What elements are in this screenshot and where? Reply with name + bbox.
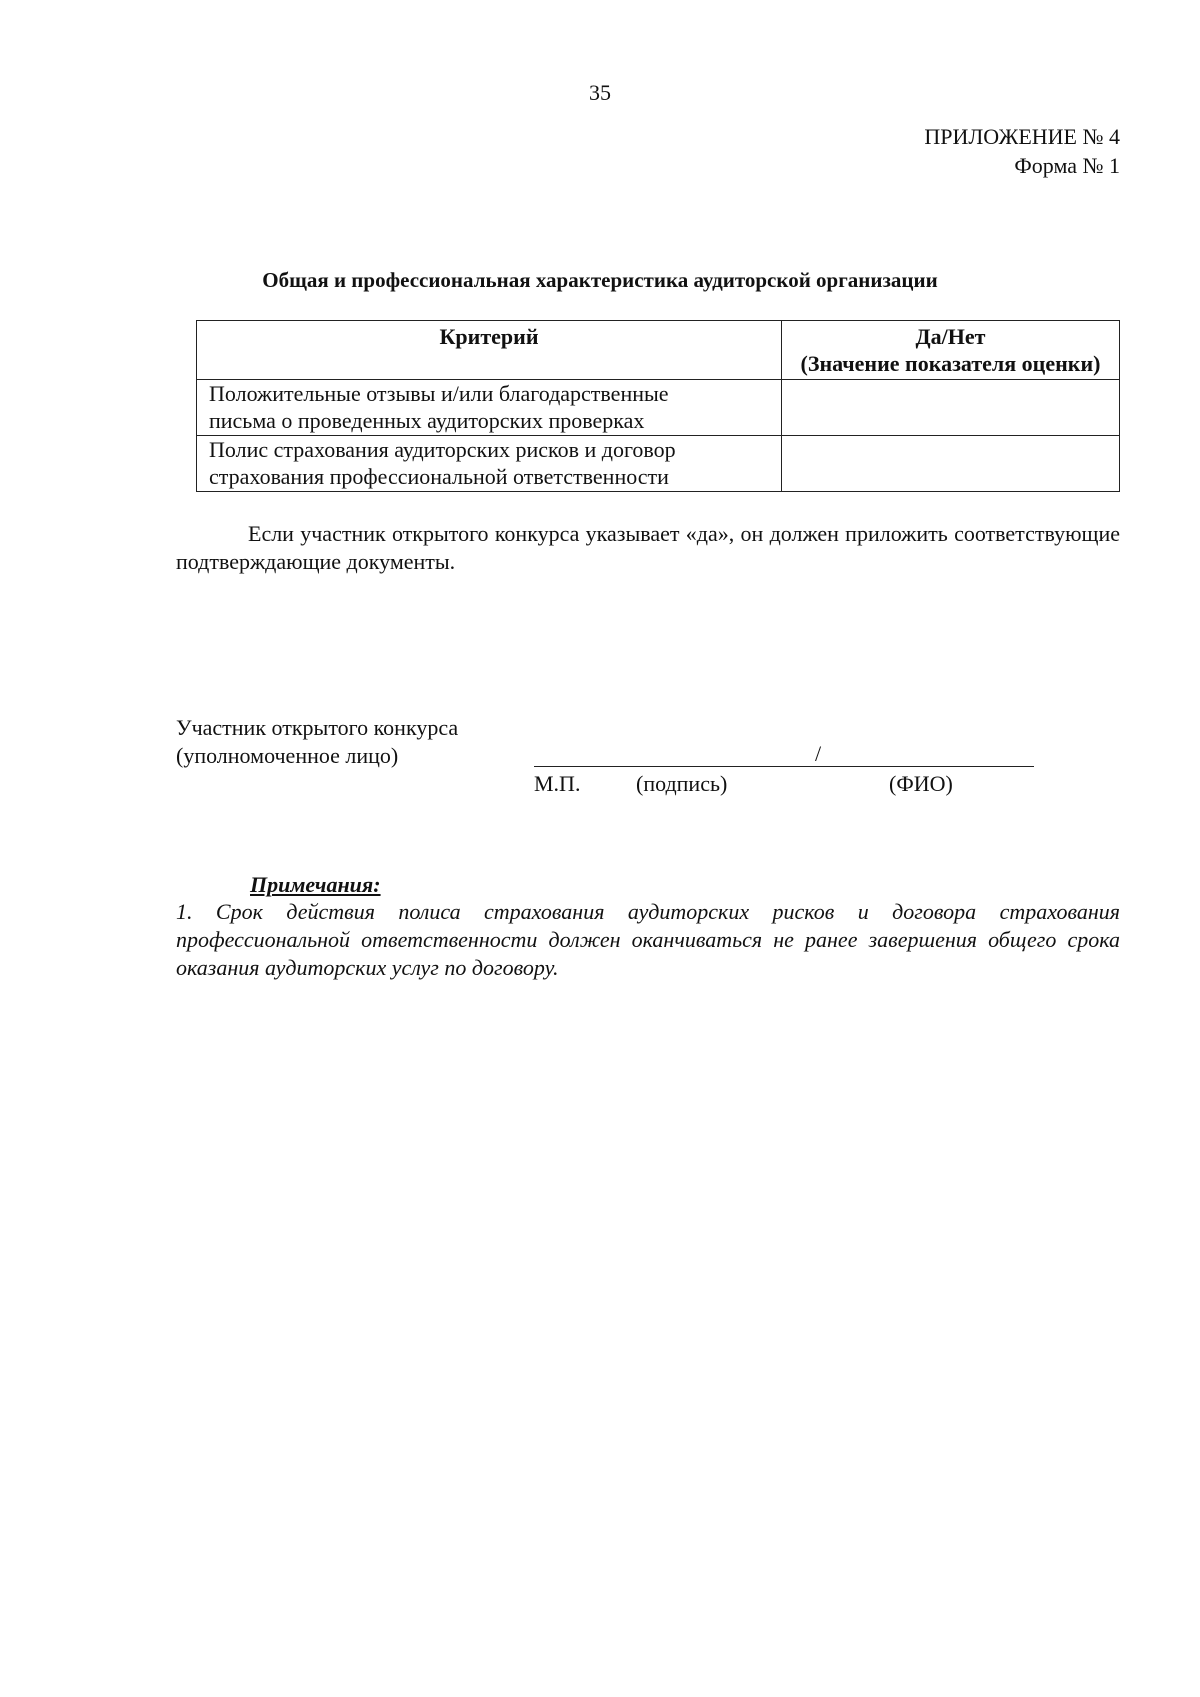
participant-line1: Участник открытого конкурса (176, 715, 459, 740)
table-header-row (197, 321, 1120, 380)
criterion-cell (197, 380, 782, 436)
criterion-line: страхования профессиональной ответственности (209, 464, 669, 489)
table-row (197, 436, 1120, 492)
value-cell[interactable] (782, 380, 1120, 436)
participant-label (176, 714, 458, 770)
appendix-header (924, 122, 1120, 180)
name-caption: (ФИО) (889, 771, 953, 796)
criterion-header: Критерий (197, 321, 782, 380)
criterion-cell (197, 436, 782, 492)
note-item: 1. Срок действия полиса страхования аудиторских рисков и договора страхования профессиональной ответственности должен оканчиваться не ранее завершения общего срока оказания аудиторских услуг по договору. (176, 899, 1120, 980)
document-title: Общая и профессиональная характеристика аудиторской организации (262, 268, 938, 292)
appendix-label: ПРИЛОЖЕНИЕ № 4 (924, 124, 1120, 149)
signature-line[interactable] (534, 766, 1034, 767)
page-number: 35 (589, 80, 611, 105)
criterion-line: письма о проведенных аудиторских проверках (209, 408, 645, 433)
value-header-line2: (Значение показателя оценки) (800, 351, 1101, 376)
participant-line2: (уполномоченное лицо) (176, 743, 399, 768)
value-header (782, 321, 1120, 380)
table-row (197, 380, 1120, 436)
criteria-table (196, 320, 1120, 492)
notes-title: Примечания: (250, 872, 381, 897)
value-header-line1: Да/Нет (915, 324, 986, 349)
criterion-line: Положительные отзывы и/или благодарственные (209, 381, 669, 406)
criterion-line: Полис страхования аудиторских рисков и договор (209, 437, 676, 462)
signature-caption: (подпись) (636, 771, 728, 796)
form-label: Форма № 1 (1014, 153, 1120, 178)
value-cell[interactable] (782, 436, 1120, 492)
stamp-label: М.П. (534, 771, 581, 796)
signature-separator: / (815, 741, 822, 766)
instruction-paragraph: Если участник открытого конкурса указывает «да», он должен приложить соответствующие подтверждающие документы. (176, 521, 1120, 574)
